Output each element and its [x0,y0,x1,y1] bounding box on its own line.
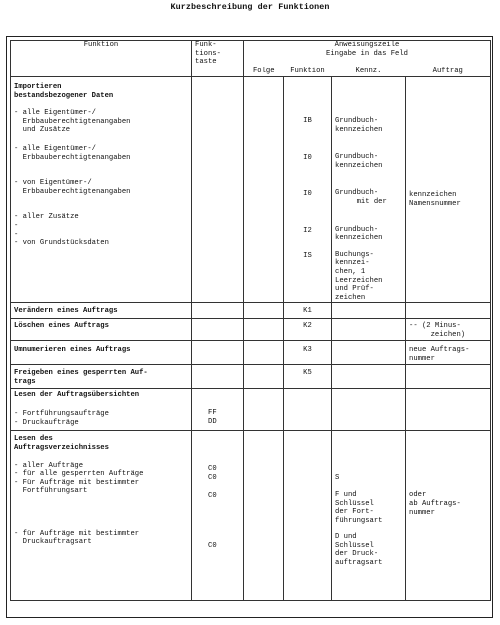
section-title: Lesen der Auftragsübersichten [14,391,140,400]
auftrag-cell: oder ab Auftrags- nummer [406,431,491,601]
funktion-code-cell: K1 [284,303,332,319]
list-item: - aller Aufträge [14,461,84,470]
kennz-cell: Grundbuch- kennzeichen Grundbuch- kennzeichen Grundbuch- mit der Grundbuch- kennzeichen Buchungs- kennzei- chen, 1 Leerzeichen und Prüf- zeichen [332,77,406,303]
taste-cell: C0 C0 C0 C0 [192,431,244,601]
function-table [10,40,491,601]
section-title: Umnumerieren eines Auftrags [11,341,192,365]
uebersichten-funktion-cell [11,389,192,431]
section-importieren [11,77,491,303]
section-veraendern [11,303,491,319]
list-item: - Für Aufträge mit bestimmter Fortführungsart [14,478,140,496]
section-title: Verändern eines Auftrags [11,303,192,319]
verzeichnisse-funktion-cell [11,431,192,601]
header-auftrag: Auftrag [406,67,491,77]
auftrag-cell: -- (2 Minus- zeichen) [406,319,491,341]
header-kennz: Kennz. [332,67,406,77]
funktion-code-cell: K3 [284,341,332,365]
funktion-code-cell: K2 [284,319,332,341]
folge-cell [244,77,284,303]
taste-cell: FF DD [192,389,244,431]
section-title: Importieren [14,83,62,91]
list-item: - für alle gesperrten Aufträge [14,470,144,479]
section-title: Löschen eines Auftrags [11,319,192,341]
list-item: - von Eigentümer-/ Erbbauberechtigtenangaben [14,179,131,196]
section-verzeichnisse [11,431,491,601]
auftrag-cell: neue Auftrags- nummer [406,341,491,365]
list-item: - für Aufträge mit bestimmter Druckauftragsart [14,529,140,547]
section-umnumerieren [11,341,491,365]
funktion-code-cell: K5 [284,365,332,389]
section-freigeben [11,365,491,389]
kennz-cell: S F und Schlüssel der Fort- führungsart D und Schlüssel der Druck- auftragsart [332,431,406,601]
header-anweisungszeile: Anweisungszeile Eingabe in das Feld [244,41,491,67]
list-item: - Druckaufträge [14,418,79,427]
header-funktion: Funktion [11,41,192,77]
section-title: bestandsbezogener Daten [14,91,114,100]
header-folge: Folge [244,67,284,77]
section-loeschen [11,319,491,341]
section-uebersichten [11,389,491,431]
section-title: Auftragsverzeichnisses [14,443,109,452]
header-funktionstaste: Funk- tions- taste [192,41,244,77]
list-item: - aller Zusätze - - [14,213,79,239]
list-item: - alle Eigentümer-/ Erbbauberechtigtenangaben [14,144,131,162]
list-item: - alle Eigentümer-/ Erbbauberechtigtenangaben und Zusätze [14,109,131,135]
section-title: Freigeben eines gesperrten Auf- trags [11,365,192,389]
list-item: - von Grundstücksdaten [14,239,109,248]
section-title: Lesen des [14,435,53,444]
list-item: - Fortführungsaufträge [14,409,109,418]
auftrag-cell: kennzeichen Namensnummer [406,77,491,303]
header-funktion-col: Funktion [284,67,332,77]
funktion-code-cell: IB I0 I0 I2 IS [284,77,332,303]
importieren-funktion-cell [11,77,192,303]
taste-cell [192,77,244,303]
page-title: Kurzbeschreibung der Funktionen [170,2,330,12]
